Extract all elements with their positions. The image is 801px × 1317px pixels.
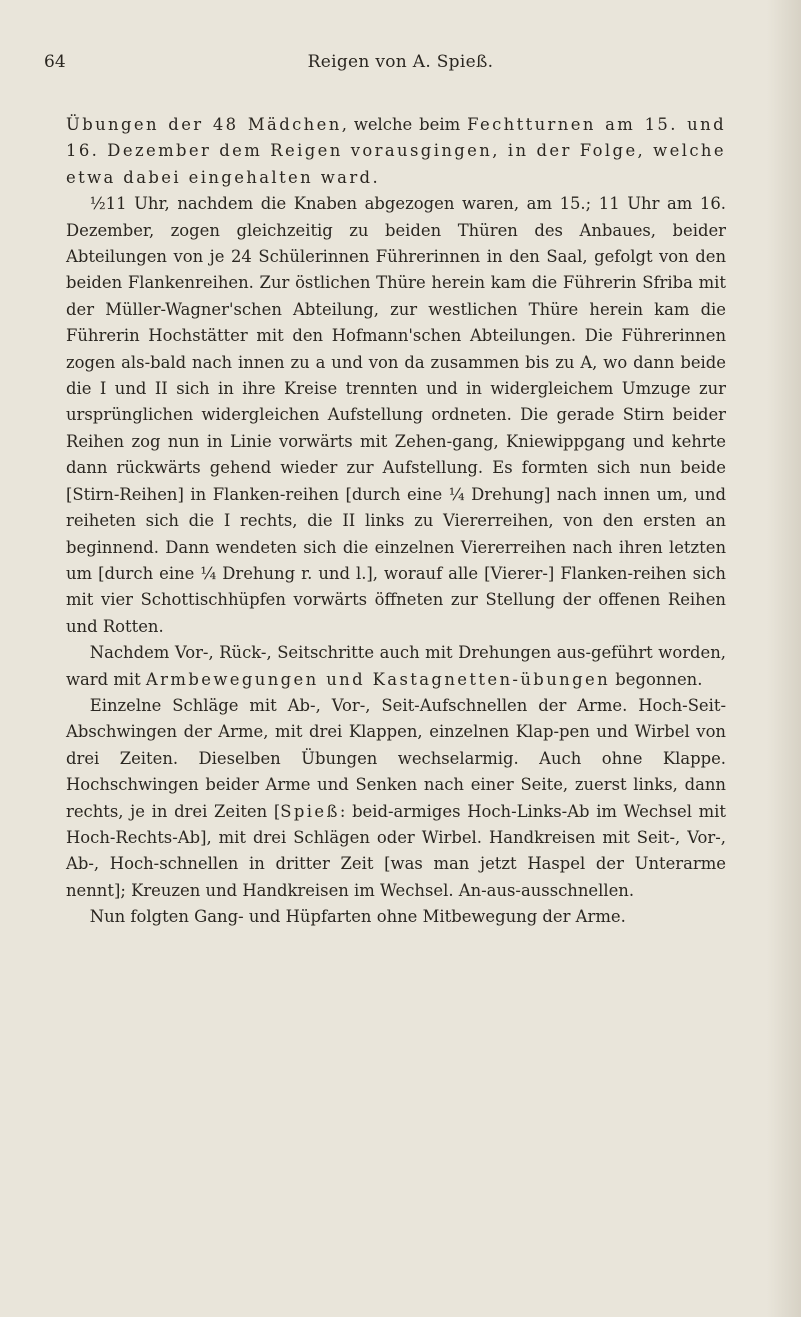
page-body	[66, 112, 726, 931]
paragraph-1: ½11 Uhr, nachdem die Knaben abgezogen waren, am 15.; 11 Uhr am 16. Dezember, zogen gleichzeitig zu beiden Thüren des Anbaues, beider Abteilungen von je 24 Schülerinnen Führerinnen in den Saal, gefolgt von den beiden Flankenreihen. Zur östlichen Thüre herein kam die Führerin Sfriba mit der Müller-Wagner'schen Abteilung, zur westlichen Thüre herein kam die Führerin Hochstätter mit den Hofmann'schen Abteilungen. Die Führerinnen zogen als-bald nach innen zu a und von da zusammen bis zu A, wo dann beide die I und II sich in ihre Kreise trennten und in widergleichem Umzuge zur ursprünglichen widergleichen Aufstellung ordneten. Die gerade Stirn beider Reihen zog nun in Linie vorwärts mit Zehen-gang, Kniewippgang und kehrte dann rückwärts gehend wieder zur Aufstellung. Es formten sich nun beide [Stirn-Reihen] in Flanken-reihen [durch eine ¼ Drehung] nach innen um, und reiheten sich die I rechts, die II links zu Viererreihen, von den ersten an beginnend. Dann wendeten sich die einzelnen Viererreihen nach ihren letzten um [durch eine ¼ Drehung r. und l.], worauf alle [Vierer-] Flanken-reihen sich mit vier Schottischhüpfen vorwärts öffneten zur Stellung der offenen Reihen und Rotten.	[66, 194, 726, 636]
paragraph-3-name: Spieß	[280, 801, 340, 821]
heading-lead: Übungen der 48 Mädchen	[66, 115, 342, 134]
paragraph-2	[66, 640, 726, 693]
page-number: 64	[44, 52, 66, 72]
paragraph-4: Nun folgten Gang- und Hüpfarten ohne Mitbewegung der Arme.	[89, 907, 626, 927]
paragraph-3-tail: : beid-armiges Hoch-Links-Ab im Wechsel mit Hoch-Rechts-Ab], mit drei Schlägen oder Wirbel. Handkreisen mit Seit-, Vor-, Ab-, Hoch-schnellen in dritter Zeit [was man jetzt Haspel der Unterarme nennt]; Kreuzen und Handkreisen im Wechsel. An-aus-ausschnellen.	[66, 801, 726, 900]
paragraph-3-lead: Einzelne Schläge mit Ab-, Vor-, Seit-Aufschnellen der Arme. Hoch-Seit-Abschwingen der Arme, mit drei Klappen, einzelnen Klap-pen und Wirbel von drei Zeiten. Dieselben Übungen wechselarmig. Auch ohne Klappe. Hochschwingen beider Arme und Senken nach einer Seite, zuerst links, dann rechts, je in drei Zeiten [	[66, 695, 726, 821]
heading-emphasis: Fechtturnen	[467, 115, 596, 134]
heading-mid: , welche beim	[341, 115, 468, 134]
section-heading	[66, 112, 726, 191]
heading-tail: am 15. und 16. Dezember dem Reigen vorausgingen, in der Folge, welche etwa dabei eingehalten ward.	[66, 115, 726, 187]
paragraph-2-tail: begonnen.	[610, 669, 703, 689]
paragraph-3	[66, 693, 726, 904]
running-title: Reigen von A. Spieß.	[307, 52, 494, 72]
paragraph-2-lead: Nachdem Vor-, Rück-, Seitschritte auch mit Drehungen aus-geführt worden, ward mit	[66, 643, 726, 689]
paragraph-2-emphasis: Armbewegungen und Kastagnetten-übungen	[145, 669, 611, 689]
